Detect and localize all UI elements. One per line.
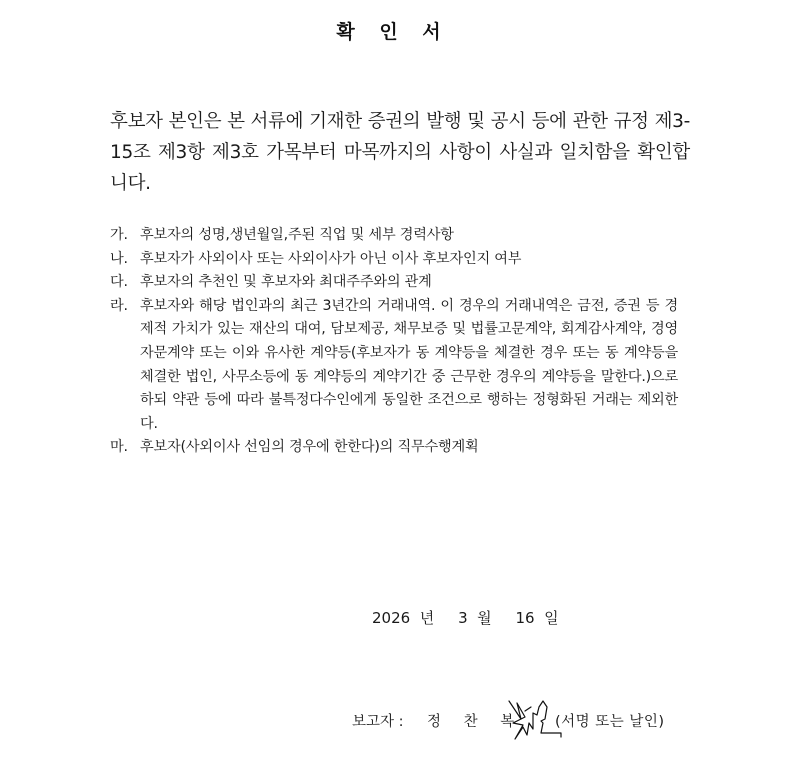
date-day: 16 [515,609,535,627]
date-month-unit: 월 [477,609,492,627]
list-item [110,271,678,295]
item-text: 후보자(사외이사 선임의 경우에 한한다)의 직무수행계획 [140,439,479,456]
document-title: 확 인 서 [336,21,450,43]
reporter-name: 정 찬 복 [427,714,524,730]
list-item [110,224,678,248]
handwritten-signature-icon [503,693,563,743]
list-item [110,248,678,272]
signature-note: (서명 또는 날인) [555,714,665,730]
reporter-label: 보고자 : [352,714,404,730]
item-marker: 나. [110,250,128,267]
item-marker: 라. [110,297,128,314]
item-marker: 가. [110,227,128,243]
document-date [372,607,559,628]
confirmation-items-list [110,224,678,460]
item-text: 후보자와 해당 법인과의 최근 3년간의 거래내역. 이 경우의 거래내역은 금전, 증권 등 경제적 가치가 있는 재산의 대여, 담보제공, 채무보증 및 법률고문계약, 회계감사계약, 경영자문계약 또는 이와 유사한 계약등(후보자가 동 계약등을 체결한 경우 또는 동 계약등을 체결한 법인, 사무소등에 동 계약등의 계약기간 중 근무한 경우의 계약등을 말한다.)으로 하되 약관 등에 따라 불특정다수인에게 동일한 조건으로 행하는 정형화된 거래는 제외한다. [140,297,678,432]
date-day-unit: 일 [544,609,559,627]
list-item [110,436,678,460]
date-year: 2026 [372,609,411,627]
item-text: 후보자의 성명,생년월일,주된 직업 및 세부 경력사항 [140,227,454,243]
date-year-unit: 년 [419,609,435,627]
date-month: 3 [458,609,468,627]
item-text: 후보자가 사외이사 또는 사외이사가 아닌 이사 후보자인지 여부 [140,250,522,267]
item-text: 후보자의 추천인 및 후보자와 최대주주와의 관계 [140,274,432,291]
item-marker: 다. [110,274,128,291]
item-marker: 마. [110,439,128,456]
list-item [110,295,678,437]
intro-paragraph: 후보자 본인은 본 서류에 기재한 증권의 발행 및 공시 등에 관한 규정 제3-15조 제3항 제3호 가목부터 마목까지의 사항이 사실과 일치함을 확인합니다. [110,111,690,194]
